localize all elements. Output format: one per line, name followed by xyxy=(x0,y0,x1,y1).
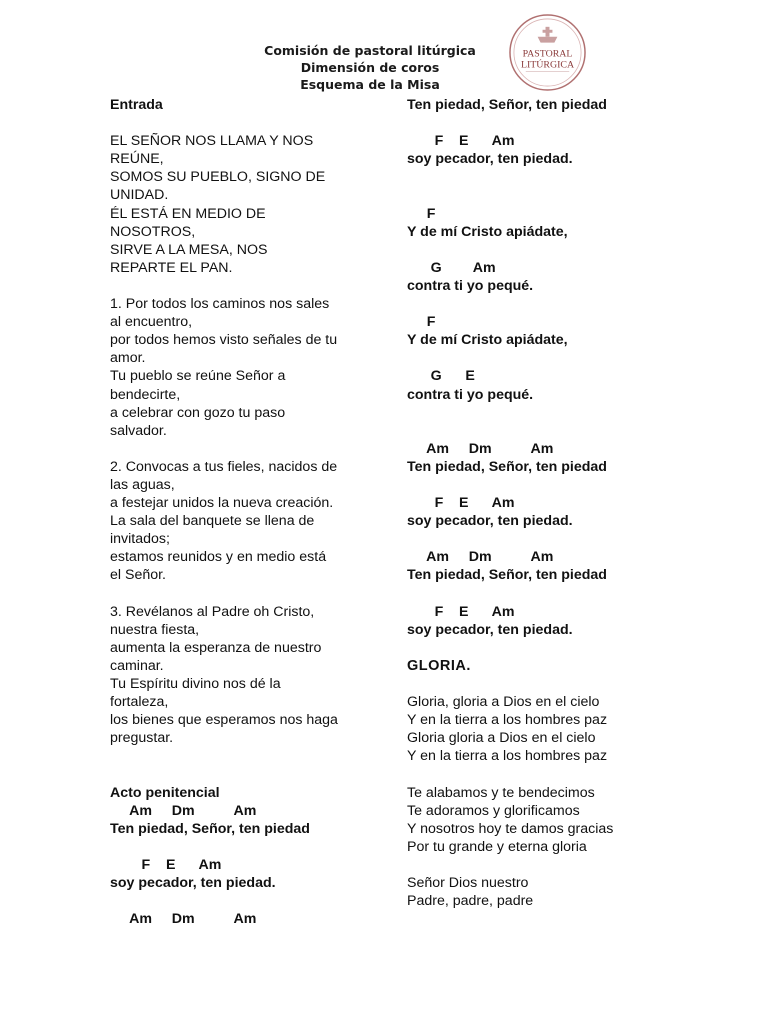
right-column-line: F E Am xyxy=(407,133,515,150)
right-column-line: Y de mí Cristo apiádate, xyxy=(407,223,568,240)
right-column-line xyxy=(407,675,707,693)
right-column-line: Ten piedad, Señor, ten piedad xyxy=(407,458,607,475)
right-column-line: Ten piedad, Señor, ten piedad xyxy=(407,97,607,113)
document-header xyxy=(240,42,500,93)
right-column-line xyxy=(407,295,707,313)
right-column-line: F xyxy=(407,314,436,331)
right-column-line: G E xyxy=(407,368,475,385)
right-column-line xyxy=(407,241,707,259)
right-column-line: soy pecador, ten piedad. xyxy=(407,513,573,530)
left-column-line: REÚNE, xyxy=(110,151,164,168)
left-column-line: las aguas, xyxy=(110,476,175,493)
left-column-line: 2. Convocas a tus fieles, nacidos de xyxy=(110,458,338,475)
right-column-line: Y nosotros hoy te damos gracias xyxy=(407,820,614,837)
left-column-line: estamos reunidos y en medio está xyxy=(110,549,327,566)
left-column-line: ÉL ESTÁ EN MEDIO DE xyxy=(110,205,266,222)
left-column-line: La sala del banquete se llena de xyxy=(110,513,315,530)
left-column-line: Ten piedad, Señor, ten piedad xyxy=(110,820,310,837)
right-column-line: F xyxy=(407,205,436,222)
left-column-line xyxy=(110,585,365,603)
left-column-line xyxy=(110,440,365,458)
left-column-line: por todos hemos visto señales de tu xyxy=(110,332,338,349)
right-column-line xyxy=(407,530,707,548)
right-column-line xyxy=(407,186,707,204)
right-column xyxy=(407,96,707,910)
right-column-line xyxy=(407,765,707,783)
left-column-line: nuestra fiesta, xyxy=(110,621,200,638)
right-column-line: Y en la tierra a los hombres paz xyxy=(407,712,608,729)
left-column-line xyxy=(110,277,365,295)
right-column-line: F E Am xyxy=(407,603,515,620)
left-column-line: Am Dm Am xyxy=(110,911,257,928)
right-column-line: soy pecador, ten piedad. xyxy=(407,621,573,638)
right-column-line: G Am xyxy=(407,259,496,276)
left-column-line: al encuentro, xyxy=(110,314,193,331)
right-column-line xyxy=(407,114,707,132)
header-dimension: Dimensión de coros xyxy=(300,60,440,75)
right-column-line: Am Dm Am xyxy=(407,440,554,457)
right-column-line xyxy=(407,585,707,603)
left-column-line: SIRVE A LA MESA, NOS xyxy=(110,241,268,258)
left-column-line xyxy=(110,765,365,783)
right-column-line xyxy=(407,168,707,186)
right-column-line: Te adoramos y glorificamos xyxy=(407,802,580,819)
left-column xyxy=(110,96,365,928)
left-column-line: pregustar. xyxy=(110,730,174,747)
left-column-line: 3. Revélanos al Padre oh Cristo, xyxy=(110,603,315,620)
left-column-line xyxy=(110,838,365,856)
left-column-line xyxy=(110,892,365,910)
right-column-line: Por tu grande y eterna gloria xyxy=(407,838,587,855)
right-column-line xyxy=(407,404,707,422)
right-column-line: Y de mí Cristo apiádate, xyxy=(407,332,568,349)
right-column-line: F E Am xyxy=(407,495,515,512)
left-column-line: NOSOTROS, xyxy=(110,223,196,240)
left-column-line: Tu Espíritu divino nos dé la xyxy=(110,676,281,692)
left-column-line: UNIDAD. xyxy=(110,187,169,204)
left-column-line: F E Am xyxy=(110,856,222,873)
right-column-line xyxy=(407,476,707,494)
right-column-line: Ten piedad, Señor, ten piedad xyxy=(407,567,607,584)
left-column-line: EL SEÑOR NOS LLAMA Y NOS xyxy=(110,133,314,150)
right-column-line: Y en la tierra a los hombres paz xyxy=(407,748,608,765)
right-column-line: GLORIA. xyxy=(407,657,471,674)
right-column-line: Te alabamos y te bendecimos xyxy=(407,784,595,801)
left-column-line: Am Dm Am xyxy=(110,802,257,819)
right-column-line xyxy=(407,639,707,657)
header-scheme: Esquema de la Misa xyxy=(300,77,440,92)
right-column-line: soy pecador, ten piedad. xyxy=(407,151,573,168)
left-column-line: REPARTE EL PAN. xyxy=(110,259,233,276)
left-column-line: salvador. xyxy=(110,422,167,439)
left-column-line: bendecirte, xyxy=(110,386,181,403)
pastoral-liturgica-logo xyxy=(508,13,587,92)
left-column-line: fortaleza, xyxy=(110,694,169,711)
right-column-line xyxy=(407,856,707,874)
right-column-line: Gloria gloria a Dios en el cielo xyxy=(407,730,596,747)
left-column-line: caminar. xyxy=(110,657,164,674)
right-column-line: contra ti yo pequé. xyxy=(407,277,534,294)
right-column-line: Señor Dios nuestro xyxy=(407,875,529,892)
left-column-line: los bienes que esperamos nos haga xyxy=(110,712,338,729)
left-column-line: invitados; xyxy=(110,531,170,548)
right-column-line: Gloria, gloria a Dios en el cielo xyxy=(407,694,600,711)
right-column-line: Am Dm Am xyxy=(407,549,554,566)
left-column-line: Acto penitencial xyxy=(110,784,220,801)
left-column-line xyxy=(110,747,365,765)
left-column-line: a celebrar con gozo tu paso xyxy=(110,404,286,421)
left-column-line: Tu pueblo se reúne Señor a xyxy=(110,368,286,385)
left-column-line: amor. xyxy=(110,350,146,367)
left-column-line xyxy=(110,114,365,132)
right-column-line xyxy=(407,422,707,440)
left-column-line: a festejar unidos la nueva creación. xyxy=(110,495,334,512)
left-column-line: el Señor. xyxy=(110,567,167,584)
left-column-line: soy pecador, ten piedad. xyxy=(110,875,276,892)
svg-text:PASTORAL: PASTORAL xyxy=(522,48,573,60)
right-column-line xyxy=(407,349,707,367)
right-column-line: Padre, padre, padre xyxy=(407,893,534,910)
left-column-line: Entrada xyxy=(110,97,163,113)
left-column-line: aumenta la esperanza de nuestro xyxy=(110,639,322,656)
svg-text:LITÚRGICA: LITÚRGICA xyxy=(520,59,575,71)
left-column-line: SOMOS SU PUEBLO, SIGNO DE xyxy=(110,169,326,186)
right-column-line: contra ti yo pequé. xyxy=(407,386,534,403)
header-commission: Comisión de pastoral litúrgica xyxy=(264,43,476,58)
left-column-line: 1. Por todos los caminos nos sales xyxy=(110,296,330,313)
